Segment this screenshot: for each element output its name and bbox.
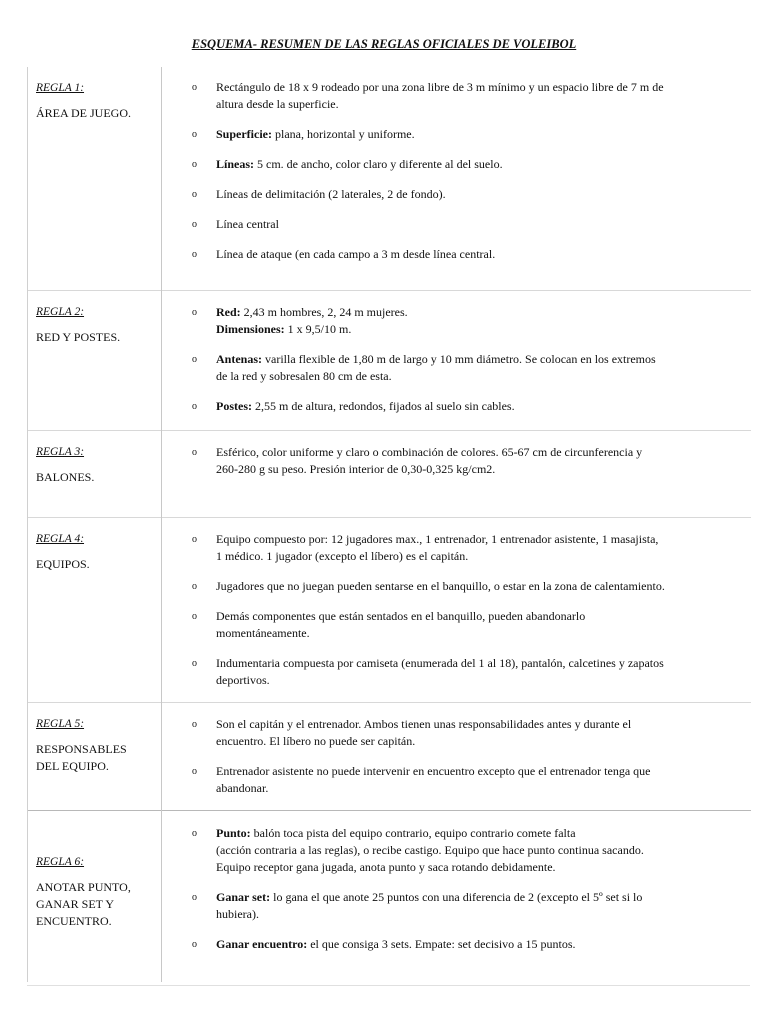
list-item <box>162 936 751 953</box>
rule-name-line: RED Y POSTES. <box>36 329 121 344</box>
item-text: hubiera). <box>216 906 259 921</box>
rule-items-list <box>162 825 751 965</box>
item-text: Demás componentes que están sentados en el banquillo, pueden abandonarlo <box>216 608 586 623</box>
rule-number: REGLA 2: <box>36 305 85 318</box>
rule-items-list <box>162 79 751 275</box>
rule-label-block <box>28 717 161 775</box>
item-text: 2,55 m de altura, redondos, fijados al suelo sin cables. <box>252 398 515 413</box>
rule-content-cell <box>162 702 752 810</box>
item-label: Ganar set: <box>216 889 271 904</box>
rule-label-block <box>28 445 161 486</box>
list-item <box>162 444 751 478</box>
item-label: Antenas: <box>216 351 263 366</box>
item-label: Punto: <box>216 825 251 840</box>
list-item <box>162 655 751 689</box>
item-text: Indumentaria compuesta por camiseta (enumerada del 1 al 18), pantalón, calcetines y zapatos <box>216 655 664 670</box>
item-text: lo gana el que anote 25 puntos con una diferencia de 2 (excepto el 5º set si lo <box>270 889 643 904</box>
rule-number: REGLA 1: <box>36 82 85 94</box>
rule-items-list <box>162 716 751 809</box>
rule-content-cell <box>162 430 752 517</box>
bullet-icon: o <box>192 400 197 412</box>
rule-name-line: DEL EQUIPO. <box>36 758 109 773</box>
item-label: Líneas: <box>216 157 255 171</box>
list-item <box>162 608 751 642</box>
rule-row-3 <box>28 430 752 517</box>
rule-items-list <box>162 444 751 490</box>
rule-label-cell <box>28 517 162 702</box>
rule-name-line: ENCUENTRO. <box>36 913 112 928</box>
item-text: Líneas de delimitación (2 laterales, 2 de fondo). <box>216 187 446 201</box>
bullet-icon: o <box>192 129 197 140</box>
list-item <box>162 398 751 415</box>
item-text: (acción contraria a las reglas), o recibe castigo. Equipo que hace punto continua sacando. <box>216 842 644 857</box>
bullet-icon: o <box>192 610 197 622</box>
rule-items-list <box>162 304 751 427</box>
list-item <box>162 126 751 143</box>
item-text: abandonar. <box>216 780 269 795</box>
rule-name <box>36 556 161 573</box>
rule-content-cell <box>162 290 752 430</box>
rule-label-block <box>28 305 161 346</box>
rule-content-cell <box>162 67 752 290</box>
item-text: 5 cm. de ancho, color claro y diferente al del suelo. <box>254 157 503 171</box>
item-text: 1 x 9,5/10 m. <box>284 321 352 336</box>
rule-row-6 <box>28 810 752 982</box>
item-text: 2,43 m hombres, 2, 24 m mujeres. <box>240 304 408 319</box>
item-text: Equipo receptor gana jugada, anota punto y saca rotando debidamente. <box>216 859 556 874</box>
bullet-icon: o <box>192 353 197 365</box>
rule-name-line: EQUIPOS. <box>36 556 90 571</box>
rule-number: REGLA 6: <box>36 855 85 868</box>
rule-row-1 <box>28 67 752 290</box>
rule-label-cell <box>28 430 162 517</box>
rule-row-4 <box>28 517 752 702</box>
rule-row-5 <box>28 702 752 810</box>
item-label: Red: <box>216 304 241 319</box>
item-label: Superficie: <box>216 127 272 141</box>
item-label: Ganar encuentro: <box>216 936 308 951</box>
bullet-icon: o <box>192 718 197 730</box>
rule-items-list <box>162 531 751 701</box>
item-label: Postes: <box>216 398 252 413</box>
document-title: ESQUEMA- RESUMEN DE LAS REGLAS OFICIALES DE VOLEIBOL <box>191 37 577 51</box>
bullet-icon: o <box>192 765 197 777</box>
rule-content-cell <box>162 810 752 982</box>
bullet-icon: o <box>192 189 197 200</box>
rule-name-line: ÁREA DE JUEGO. <box>36 106 131 120</box>
list-item <box>162 304 751 338</box>
rules-table-body <box>28 67 752 982</box>
item-text: Jugadores que no juegan pueden sentarse en el banquillo, o estar en la zona de calentamiento. <box>216 578 665 593</box>
rule-label-cell <box>28 810 162 982</box>
rule-name <box>36 105 161 122</box>
rule-name-line: BALONES. <box>36 469 95 484</box>
table-bottom-border <box>27 985 750 986</box>
rule-label-cell <box>28 67 162 290</box>
rule-content-cell <box>162 517 752 702</box>
bullet-icon: o <box>192 533 197 545</box>
rule-label-block <box>28 532 161 573</box>
list-item <box>162 79 751 113</box>
rule-row-2 <box>28 290 752 430</box>
item-text: Esférico, color uniforme y claro o combinación de colores. 65-67 cm de circunferencia y <box>216 444 643 459</box>
list-item <box>162 716 751 750</box>
list-item <box>162 216 751 233</box>
rule-label-cell <box>28 702 162 810</box>
item-text: Rectángulo de 18 x 9 rodeado por una zona libre de 3 m mínimo y un espacio libre de 7 m de <box>216 80 664 94</box>
rule-name-line: GANAR SET Y <box>36 896 115 911</box>
item-text: encuentro. El líbero no puede ser capitán. <box>216 733 416 748</box>
bullet-icon: o <box>192 306 197 318</box>
list-item <box>162 531 751 565</box>
rule-number: REGLA 4: <box>36 532 85 545</box>
list-item <box>162 156 751 173</box>
rule-label-block <box>28 81 161 122</box>
bullet-icon: o <box>192 891 197 903</box>
item-text: balón toca pista del equipo contrario, equipo contrario comete falta <box>250 825 576 840</box>
item-text: plana, horizontal y uniforme. <box>272 127 415 141</box>
rule-number: REGLA 5: <box>36 717 85 730</box>
list-item <box>162 825 751 876</box>
rule-label-cell <box>28 290 162 430</box>
item-label: Dimensiones: <box>216 321 285 336</box>
bullet-icon: o <box>192 159 197 170</box>
item-text: Son el capitán y el entrenador. Ambos tienen unas responsabilidades antes y durante el <box>216 716 632 731</box>
rule-name <box>36 879 161 930</box>
bullet-icon: o <box>192 219 197 230</box>
rule-name-line: RESPONSABLES <box>36 741 127 756</box>
list-item <box>162 246 751 263</box>
list-item <box>162 889 751 923</box>
bullet-icon: o <box>192 827 197 839</box>
bullet-icon: o <box>192 938 197 950</box>
item-text: 260-280 g su peso. Presión interior de 0,30-0,325 kg/cm2. <box>216 461 496 476</box>
item-text: Línea central <box>216 217 279 231</box>
item-text: el que consiga 3 sets. Empate: set decisivo a 15 puntos. <box>307 936 576 951</box>
item-text: varilla flexible de 1,80 m de largo y 10 mm diámetro. Se colocan en los extremos <box>262 351 656 366</box>
bullet-icon: o <box>192 82 197 93</box>
rules-table <box>27 67 751 982</box>
rule-label-block <box>28 811 161 930</box>
item-text: deportivos. <box>216 672 270 687</box>
item-text: de la red y sobresalen 80 cm de esta. <box>216 368 392 383</box>
item-text: 1 médico. 1 jugador (excepto el líbero) es el capitán. <box>216 548 469 563</box>
list-item <box>162 763 751 797</box>
list-item <box>162 578 751 595</box>
rule-name <box>36 741 161 775</box>
bullet-icon: o <box>192 446 197 458</box>
bullet-icon: o <box>192 580 197 592</box>
list-item <box>162 186 751 203</box>
item-text: altura desde la superficie. <box>216 97 339 111</box>
rule-number: REGLA 3: <box>36 445 85 458</box>
bullet-icon: o <box>192 657 197 669</box>
list-item <box>162 351 751 385</box>
rule-name <box>36 329 161 346</box>
item-text: Equipo compuesto por: 12 jugadores max., 1 entrenador, 1 entrenador asistente, 1 masajista, <box>216 531 659 546</box>
item-text: Entrenador asistente no puede intervenir en encuentro excepto que el entrenador tenga que <box>216 763 651 778</box>
rule-name <box>36 469 161 486</box>
item-text: momentáneamente. <box>216 625 310 640</box>
item-text: Línea de ataque (en cada campo a 3 m desde línea central. <box>216 247 496 261</box>
rule-name-line: ANOTAR PUNTO, <box>36 879 131 894</box>
bullet-icon: o <box>192 249 197 260</box>
